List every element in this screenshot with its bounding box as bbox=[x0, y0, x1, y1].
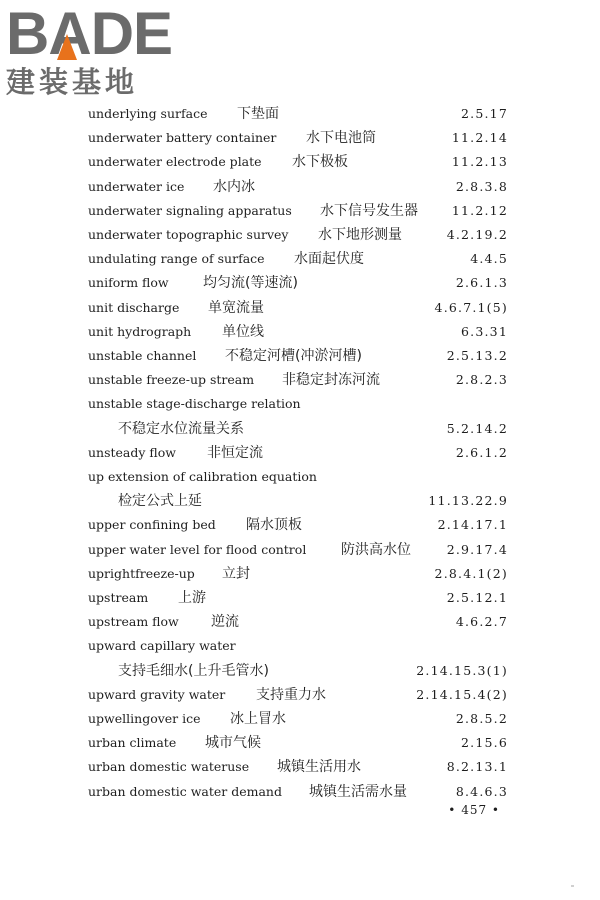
section-reference: 4.2.19.2 bbox=[446, 227, 508, 242]
glossary-entry bbox=[0, 635, 600, 657]
term-chinese: 单宽流量 bbox=[208, 299, 264, 316]
section-reference: 11.2.14 bbox=[451, 130, 508, 146]
glossary-entry bbox=[0, 127, 600, 149]
term-english: upper confining bed bbox=[88, 517, 216, 533]
term-chinese: 支持毛细水(上升毛管水) bbox=[118, 662, 269, 679]
glossary-entry bbox=[0, 490, 600, 512]
term-english: underwater electrode plate bbox=[88, 154, 262, 170]
glossary-entry bbox=[0, 248, 600, 270]
term-english: upward capillary water bbox=[88, 638, 236, 654]
term-english: underwater topographic survey bbox=[88, 227, 289, 242]
section-reference: 8.2.13.1 bbox=[446, 759, 508, 775]
glossary-entry bbox=[0, 514, 600, 536]
term-chinese: 非稳定封冻河流 bbox=[282, 372, 380, 389]
term-english: unstable channel bbox=[88, 348, 197, 363]
term-english: unsteady flow bbox=[88, 444, 176, 460]
term-chinese: 水下信号发生器 bbox=[320, 202, 418, 219]
glossary-entry bbox=[0, 297, 600, 319]
term-chinese: 隔水顶板 bbox=[246, 517, 302, 534]
term-chinese: 不稳定河槽(冲淤河槽) bbox=[225, 348, 362, 364]
term-english: uniform flow bbox=[88, 275, 169, 291]
glossary-entry bbox=[0, 781, 600, 803]
term-english: upward gravity water bbox=[88, 686, 226, 702]
glossary-entry bbox=[0, 611, 600, 633]
term-chinese: 单位线 bbox=[222, 323, 264, 340]
section-reference: 4.6.7.1(5) bbox=[434, 299, 508, 315]
glossary-entry bbox=[0, 756, 600, 778]
term-english: unstable freeze-up stream bbox=[88, 372, 255, 388]
glossary-entry bbox=[0, 345, 600, 367]
term-chinese: 水下地形测量 bbox=[318, 227, 402, 243]
term-chinese: 检定公式上延 bbox=[118, 493, 202, 510]
term-chinese: 冰上冒水 bbox=[230, 711, 286, 727]
term-english: uprightfreeze-up bbox=[88, 565, 195, 581]
section-reference: 2.8.5.2 bbox=[455, 711, 508, 726]
term-english: urban domestic water demand bbox=[88, 783, 282, 799]
term-chinese: 下垫面 bbox=[237, 106, 279, 122]
glossary-entry bbox=[0, 272, 600, 294]
term-chinese: 上游 bbox=[178, 590, 206, 606]
term-chinese: 城市气候 bbox=[205, 735, 261, 752]
glossary-entry bbox=[0, 563, 600, 585]
scan-speck bbox=[571, 885, 574, 887]
section-reference: 11.2.13 bbox=[451, 154, 508, 170]
glossary-entry bbox=[0, 393, 600, 415]
term-chinese: 均匀流(等速流) bbox=[203, 275, 298, 292]
glossary-entry bbox=[0, 708, 600, 730]
term-chinese: 支持重力水 bbox=[256, 686, 326, 703]
term-chinese: 水下电池筒 bbox=[306, 130, 376, 147]
page-number: • 457 • bbox=[448, 803, 500, 817]
section-reference: 2.8.3.8 bbox=[455, 178, 508, 194]
term-english: underwater signaling apparatus bbox=[88, 202, 292, 218]
section-reference: 5.2.14.2 bbox=[446, 420, 508, 436]
glossary-entry bbox=[0, 151, 600, 173]
term-chinese: 防洪高水位 bbox=[341, 541, 411, 558]
section-reference: 2.14.15.3(1) bbox=[416, 662, 508, 678]
section-reference: 6.3.31 bbox=[461, 323, 508, 339]
section-reference: 2.8.4.1(2) bbox=[434, 565, 508, 581]
glossary-entry bbox=[0, 176, 600, 198]
term-english: upstream bbox=[88, 590, 149, 605]
glossary-entry bbox=[0, 539, 600, 561]
section-reference: 2.9.17.4 bbox=[446, 541, 508, 557]
term-english: upstream flow bbox=[88, 614, 179, 630]
section-reference: 2.5.17 bbox=[461, 106, 508, 121]
glossary-entry bbox=[0, 684, 600, 706]
term-chinese: 城镇生活用水 bbox=[277, 759, 361, 776]
section-reference: 11.13.22.9 bbox=[428, 493, 508, 509]
section-reference: 4.4.5 bbox=[470, 251, 508, 267]
glossary-entry bbox=[0, 200, 600, 222]
term-chinese: 立封 bbox=[222, 565, 250, 582]
term-english: unit discharge bbox=[88, 299, 180, 315]
section-reference: 11.2.12 bbox=[451, 202, 508, 218]
term-english: underwater ice bbox=[88, 178, 185, 194]
term-chinese: 逆流 bbox=[211, 614, 239, 631]
term-english: unit hydrograph bbox=[88, 323, 192, 339]
logo-wordmark: BA DE bbox=[6, 0, 173, 67]
glossary-entry bbox=[0, 442, 600, 464]
term-chinese: 水面起伏度 bbox=[294, 251, 364, 268]
glossary-entry bbox=[0, 369, 600, 391]
section-reference: 4.6.2.7 bbox=[455, 614, 508, 630]
glossary-entry bbox=[0, 466, 600, 488]
glossary-entry bbox=[0, 732, 600, 754]
term-english: underlying surface bbox=[88, 106, 208, 121]
term-english: urban domestic wateruse bbox=[88, 759, 250, 775]
glossary-entry bbox=[0, 418, 600, 440]
section-reference: 2.5.13.2 bbox=[446, 348, 508, 363]
glossary-entry bbox=[0, 587, 600, 609]
section-reference: 2.6.1.2 bbox=[455, 444, 508, 460]
term-english: unstable stage-discharge relation bbox=[88, 396, 301, 412]
term-chinese: 不稳定水位流量关系 bbox=[118, 420, 244, 437]
term-chinese: 水内冰 bbox=[213, 178, 255, 195]
term-english: up extension of calibration equation bbox=[88, 469, 317, 484]
section-reference: 2.6.1.3 bbox=[455, 275, 508, 291]
section-reference: 8.4.6.3 bbox=[455, 783, 508, 799]
section-reference: 2.15.6 bbox=[461, 735, 508, 751]
term-english: undulating range of surface bbox=[88, 251, 265, 267]
term-chinese: 水下极板 bbox=[292, 154, 348, 171]
glossary-entry bbox=[0, 660, 600, 682]
section-reference: 2.8.2.3 bbox=[455, 372, 508, 388]
section-reference: 2.14.17.1 bbox=[437, 517, 508, 533]
glossary-entry bbox=[0, 224, 600, 246]
logo-subtitle: 建装基地 bbox=[6, 65, 139, 99]
term-chinese: 非恒定流 bbox=[207, 444, 263, 461]
section-reference: 2.5.12.1 bbox=[446, 590, 508, 605]
glossary-entry bbox=[0, 321, 600, 343]
glossary-entry bbox=[0, 103, 600, 125]
section-reference: 2.14.15.4(2) bbox=[416, 686, 508, 702]
term-english: upwellingover ice bbox=[88, 711, 201, 726]
term-english: upper water level for flood control bbox=[88, 541, 307, 557]
term-english: urban climate bbox=[88, 735, 177, 751]
term-english: underwater battery container bbox=[88, 130, 277, 146]
term-chinese: 城镇生活需水量 bbox=[309, 783, 407, 800]
